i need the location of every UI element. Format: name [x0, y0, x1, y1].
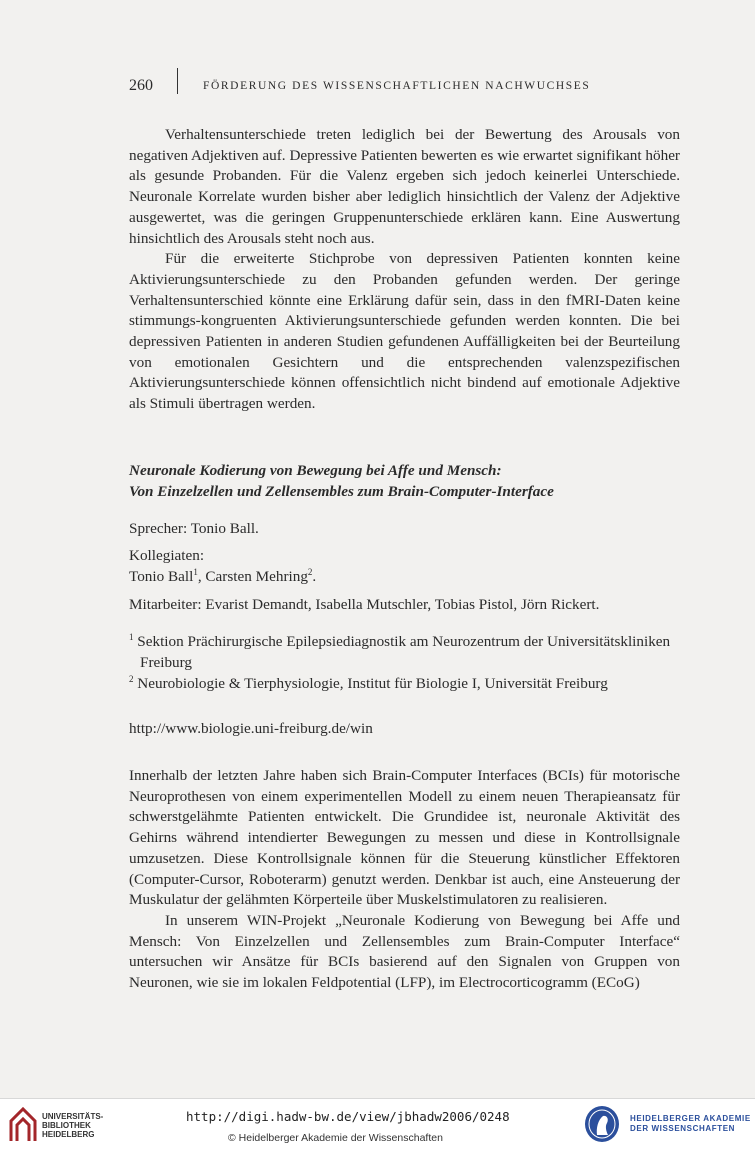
viewer-footer: [0, 1098, 755, 1152]
paragraph: Verhaltensunterschiede treten lediglich bei der Bewertung des Arousals von negativen Adjektiven auf. Depressive Patienten bewerten es wie erwartet signifikant höher als gesunde Probanden. Für die Valenz ergeben sich jedoch keinerlei Unterschiede. Neuronale Korrelate wurden bisher aber lediglich hinsichtlich der Valenz der Adjektive ausgewertet, was die geringen Gruppenunterschiede erklären kann. Eine Auswertung hinsichtlich des Arousals steht noch aus.: [129, 126, 680, 247]
footnote-mark: 2: [129, 673, 134, 684]
staff: [129, 594, 680, 615]
collegiates: [129, 545, 680, 587]
section-title-line: Von Einzelzellen und Zellensembles zum Brain-Computer-Interface: [129, 483, 554, 500]
staff-line: Mitarbeiter: Evarist Demandt, Isabella Mutschler, Tobias Pistol, Jörn Rickert.: [129, 596, 600, 613]
speaker-line: Sprecher: Tonio Ball.: [129, 520, 259, 537]
academy-name: [630, 1114, 751, 1134]
speaker: [129, 518, 680, 539]
paragraph: In unserem WIN-Projekt „Neuronale Kodierung von Bewegung bei Affe und Mensch: Von Einzelzellen und Zellensembles zum Brain-Computer Interface“ untersuchen wir Ansätze für BCIs basierend auf den Signalen von Gruppen von Neuronen, wie sie im lokalen Feldpotential (LFP), im Electrocorticogramm (ECoG): [129, 911, 680, 992]
permalink[interactable]: http://digi.hadw-bw.de/view/jbhadw2006/0248: [186, 1109, 510, 1124]
footnote: [129, 673, 680, 694]
project-url: [129, 718, 680, 739]
paragraph: Innerhalb der letzten Jahre haben sich Brain-Computer Interfaces (BCIs) für motorische Neuroprothesen von einem experimentellen Modell zu einem neuen Therapieansatz für schwerstgelähmte Patienten entwickelt. Die Grundidee ist, neuronale Aktivität des Gehirns während intendierter Bewegungen zu messen und diese in Kontrollsignale umzusetzen. Diese Kontrollsignale können für die Steuerung künstlicher Effektoren (Computer-Cursor, Roboterarm) genutzt werden. Denkbar ist auch, eine Ansteuerung der Muskulatur der gelähmten Körperteile über Muskelstimulatoren zu realisieren.: [129, 767, 680, 909]
collegiates-label: Kollegiaten:: [129, 547, 205, 564]
running-title: FÖRDERUNG DES WISSENSCHAFTLICHEN NACHWUCHSES: [203, 80, 591, 92]
section-title-line: Neuronale Kodierung von Bewegung bei Affe und Mensch:: [129, 462, 502, 479]
academy-seal-icon: [583, 1104, 621, 1144]
intro-text: [129, 125, 680, 415]
academy-name-line: HEIDELBERGER AKADEMIE: [630, 1114, 751, 1123]
footnote: [129, 631, 680, 673]
academy-name-line: DER WISSENSCHAFTEN: [630, 1124, 736, 1133]
affiliations: [129, 631, 680, 694]
collegiates-names: [129, 566, 680, 587]
library-name-line: BIBLIOTHEK: [42, 1121, 91, 1130]
library-name: [42, 1112, 103, 1139]
collegiate-name: Carsten Mehring: [205, 568, 308, 585]
period: .: [312, 568, 317, 585]
footnote-ref: 1: [193, 566, 198, 577]
body-text: [129, 766, 680, 994]
library-name-line: UNIVERSITÄTS-: [42, 1112, 104, 1121]
footnote-ref: 2: [307, 566, 313, 577]
header-divider: [177, 68, 178, 94]
running-header: [129, 76, 665, 98]
paragraph: Für die erweiterte Stichprobe von depressiven Patienten konnten keine Aktivierungsunterschiede zu den Probanden gefunden werden. Der geringe Verhaltensunterschied könnte eine Erklärung dafür sein, dass in den fMRI-Daten keine stimmungs-kongruenten Aktivierungsunterschiede gefunden werden konnten. Die bei depressiven Patienten in anderen Studien gefundenen Auffälligkeiten bei der Beurteilung von emotionalen Gesichtern und die entsprechenden valenzspezifischen Aktivierungsunterschiede können offensichtlich nicht bindend auf emotionale Adjektive als Stimuli übertragen werden.: [129, 250, 680, 413]
project-url-text[interactable]: http://www.biologie.uni-freiburg.de/win: [129, 720, 373, 737]
page-number: 260: [129, 77, 153, 94]
library-name-line: HEIDELBERG: [42, 1130, 95, 1139]
footnote-mark: 1: [129, 631, 134, 642]
section-title: [129, 460, 680, 502]
copyright: © Heidelberger Akademie der Wissenschaften: [228, 1132, 443, 1144]
separator: ,: [197, 568, 206, 585]
library-logo-icon: [9, 1107, 37, 1141]
footnote-text: Neurobiologie & Tierphysiologie, Institut für Biologie I, Universität Freiburg: [133, 675, 608, 692]
footnote-text: Sektion Prächirurgische Epilepsiediagnostik am Neurozentrum der Universitätskliniken Freiburg: [133, 633, 671, 671]
collegiate-name: Tonio Ball: [129, 568, 194, 585]
